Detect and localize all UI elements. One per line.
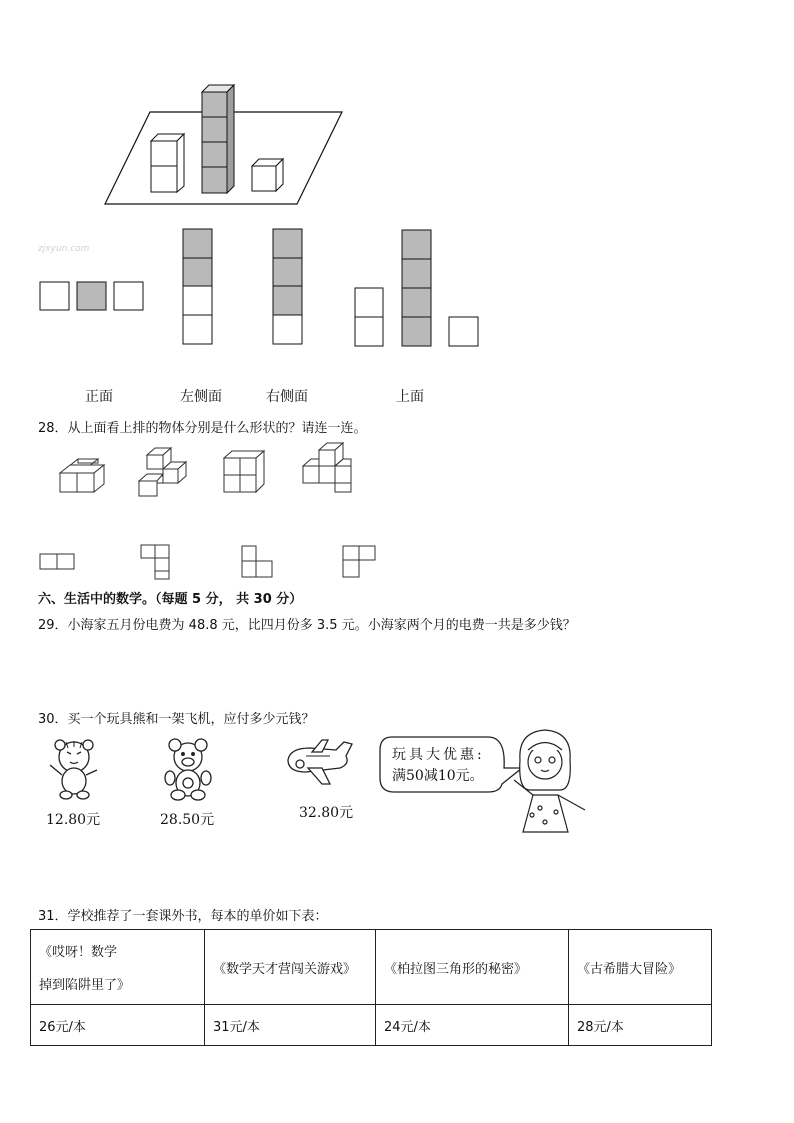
- watermark: zjxyun.com: [38, 244, 90, 254]
- question-28: 28．从上面看上排的物体分别是什么形状的？请连一连。: [38, 421, 367, 436]
- book-3-price: 24元/本: [376, 1005, 569, 1046]
- promo-line-2: 满50减10元。: [392, 768, 484, 784]
- promo-line-1: 玩具大优惠:: [392, 747, 485, 763]
- view-label-right: 右侧面: [266, 389, 308, 405]
- book-1-title-line-2: 掉到陷阱里了》: [39, 978, 131, 993]
- book-3-title: 《柏拉图三角形的秘密》: [376, 930, 569, 1005]
- book-price-table: [30, 929, 712, 1046]
- tiger-toy-icon: [50, 740, 97, 799]
- book-2-price: 31元/本: [205, 1005, 376, 1046]
- book-4-price: 28元/本: [569, 1005, 712, 1046]
- table-cell: [31, 930, 205, 1005]
- airplane-price: 32.80元: [299, 805, 354, 821]
- bear-price: 28.50元: [160, 812, 215, 828]
- toy-airplane-icon: [288, 740, 352, 784]
- question-29: 29．小海家五月份电费为 48.8 元，比四月份多 3.5 元。小海家两个月的电费一共是多少钱？: [38, 618, 576, 633]
- view-label-top: 上面: [396, 389, 424, 405]
- table-row: [31, 1005, 712, 1046]
- section-6-title: 六、生活中的数学。（每题 5 分， 共 30 分）: [38, 592, 303, 607]
- view-label-front: 正面: [85, 389, 113, 405]
- teddy-bear-icon: [165, 739, 211, 800]
- view-label-left: 左侧面: [180, 389, 222, 405]
- book-1-price: 26元/本: [31, 1005, 205, 1046]
- question-30: 30．买一个玩具熊和一架飞机，应付多少元钱？: [38, 712, 315, 727]
- book-2-title: 《数学天才营闯关游戏》: [205, 930, 376, 1005]
- tiger-price: 12.80元: [46, 812, 101, 828]
- book-1-title-line-1: 《哎呀！数学: [39, 945, 118, 960]
- table-row: [31, 930, 712, 1005]
- book-4-title: 《古希腊大冒险》: [569, 930, 712, 1005]
- question-31: 31．学校推荐了一套课外书，每本的单价如下表：: [38, 909, 328, 924]
- girl-character-icon: [514, 730, 585, 832]
